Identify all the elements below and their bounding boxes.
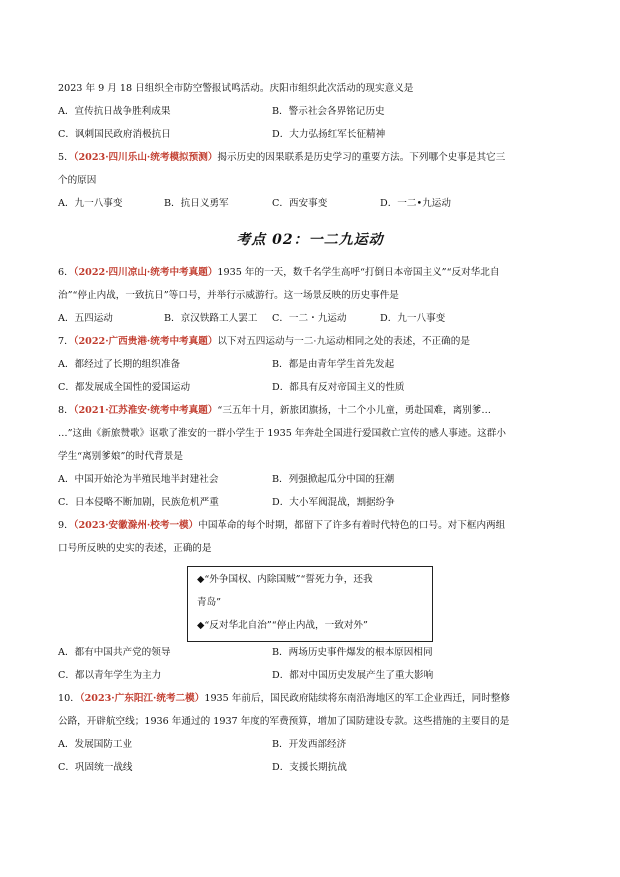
q10-stem-line2: 公路，开辟航空线；1936 年通过的 1937 年度的军费预算，增加了国防建设专款。这些措施的主要目的是 bbox=[58, 716, 510, 727]
q8-stem-line2: …”这曲《新旅赞歌》讴歌了淮安的一群小学生于 1935 年奔赴全国进行爱国救亡宣传的感人事迹。这群小 bbox=[58, 428, 506, 439]
q10-source: （2023·广东阳江·统考二模） bbox=[79, 693, 205, 704]
q7-option-b: B．都是由青年学生首先发起 bbox=[272, 359, 395, 370]
q8-option-b: B．列强掀起瓜分中国的狂潮 bbox=[272, 474, 395, 485]
q8-source: （2021·江苏淮安·统考中考真题） bbox=[73, 405, 218, 416]
q8-option-d: D．大小军阀混战，割据纷争 bbox=[272, 497, 395, 508]
q5-option-a: A．九一八事变 bbox=[58, 198, 123, 209]
intro-question-text: 2023 年 9 月 18 日组织全市防空警报试鸣活动。庆阳市组织此次活动的现实意义是 bbox=[58, 83, 414, 94]
q7-option-a: A．都经过了长期的组织准备 bbox=[58, 359, 181, 370]
q8-text: “三五年十月，新旅团旗扬，十二个小儿童，勇赴国难，离别爹… bbox=[217, 405, 491, 416]
q7-option-d: D．都具有反对帝国主义的性质 bbox=[272, 382, 405, 393]
intro-option-a: A．宣传抗日战争胜利成果 bbox=[58, 106, 171, 117]
q10-option-d: D．支援长期抗战 bbox=[272, 762, 347, 773]
q10-option-b: B．开发西部经济 bbox=[272, 739, 347, 750]
q5-stem-line2: 个的原因 bbox=[58, 175, 97, 186]
q9-stem-line1 bbox=[58, 519, 505, 533]
q6-option-c: C．一二・九运动 bbox=[272, 313, 347, 324]
q8-stem-line1 bbox=[58, 404, 491, 418]
intro-option-b: B．警示社会各界铭记历史 bbox=[272, 106, 385, 117]
q5-option-d: D．一二•九运动 bbox=[380, 198, 451, 209]
q9-option-d: D．都对中国历史发展产生了重大影响 bbox=[272, 670, 434, 681]
q6-number: 6． bbox=[58, 267, 74, 278]
q6-text: 1935 年的一天，数千名学生高呼“打倒日本帝国主义”“反对华北自 bbox=[217, 267, 500, 278]
q6-stem-line2: 治”“停止内战，一致抗日”等口号，并举行示威游行。这一场景反映的历史事件是 bbox=[58, 290, 399, 301]
q9-stem-line2: 口号所反映的史实的表述，正确的是 bbox=[58, 543, 212, 554]
q7-text: 以下对五四运动与一二·九运动相同之处的表述，不正确的是 bbox=[217, 336, 470, 347]
q10-option-a: A．发展国防工业 bbox=[58, 739, 133, 750]
q9-source: （2023·安徽滁州·校考一模） bbox=[73, 520, 199, 531]
q7-source: （2022·广西贵港·统考中考真题） bbox=[73, 336, 218, 347]
q9-box-line1: ◆“外争国权、内除国贼”“誓死力争，还我 bbox=[197, 574, 373, 585]
q8-option-a: A．中国开始沦为半殖民地半封建社会 bbox=[58, 474, 219, 485]
q5-source: （2023·四川乐山·统考模拟预测） bbox=[73, 152, 218, 163]
q10-stem-line1 bbox=[58, 692, 510, 706]
q9-option-c: C．都以青年学生为主力 bbox=[58, 670, 162, 681]
intro-option-d: D．大力弘扬红军长征精神 bbox=[272, 129, 386, 140]
q6-option-a: A．五四运动 bbox=[58, 313, 113, 324]
q6-option-d: D．九一八事变 bbox=[380, 313, 446, 324]
q5-option-c: C．西安事变 bbox=[272, 198, 328, 209]
q9-option-b: B．两场历史事件爆发的根本原因相同 bbox=[272, 647, 433, 658]
q10-number: 10． bbox=[58, 693, 80, 704]
q9-option-a: A．都有中国共产党的领导 bbox=[58, 647, 171, 658]
q9-text: 中国革命的每个时期，都留下了许多有着时代特色的口号。对下框内两组 bbox=[198, 520, 506, 531]
q7-stem-line1 bbox=[58, 335, 470, 349]
q10-text: 1935 年前后，国民政府陆续将东南沿海地区的军工企业西迁，同时整修 bbox=[204, 693, 511, 704]
q9-number: 9． bbox=[58, 520, 74, 531]
q6-source: （2022·四川凉山·统考中考真题） bbox=[73, 267, 218, 278]
q8-number: 8． bbox=[58, 405, 74, 416]
q8-stem-line3: 学生“离别爹娘”的时代背景是 bbox=[58, 451, 183, 462]
q5-option-b: B．抗日义勇军 bbox=[164, 198, 229, 209]
q9-slogan-box bbox=[187, 566, 433, 642]
q7-number: 7． bbox=[58, 336, 74, 347]
q6-stem-line1 bbox=[58, 266, 499, 280]
q9-box-line2: 青岛” bbox=[197, 597, 222, 608]
q6-option-b: B．京汉铁路工人罢工 bbox=[164, 313, 258, 324]
intro-option-c: C．讽刺国民政府消极抗日 bbox=[58, 129, 171, 140]
q10-option-c: C．巩固统一战线 bbox=[58, 762, 133, 773]
section-heading: 考点 02：一二九运动 bbox=[236, 232, 384, 248]
q8-option-c: C．日本侵略不断加剧，民族危机严重 bbox=[58, 497, 219, 508]
q5-text: 揭示历史的因果联系是历史学习的重要方法。下列哪个史事是其它三 bbox=[217, 152, 506, 163]
q5-stem-line1 bbox=[58, 151, 505, 165]
q5-number: 5． bbox=[58, 152, 74, 163]
q9-box-line3: ◆“反对华北自治”“停止内战，一致对外” bbox=[197, 620, 368, 631]
q7-option-c: C．都发展成全国性的爱国运动 bbox=[58, 382, 191, 393]
